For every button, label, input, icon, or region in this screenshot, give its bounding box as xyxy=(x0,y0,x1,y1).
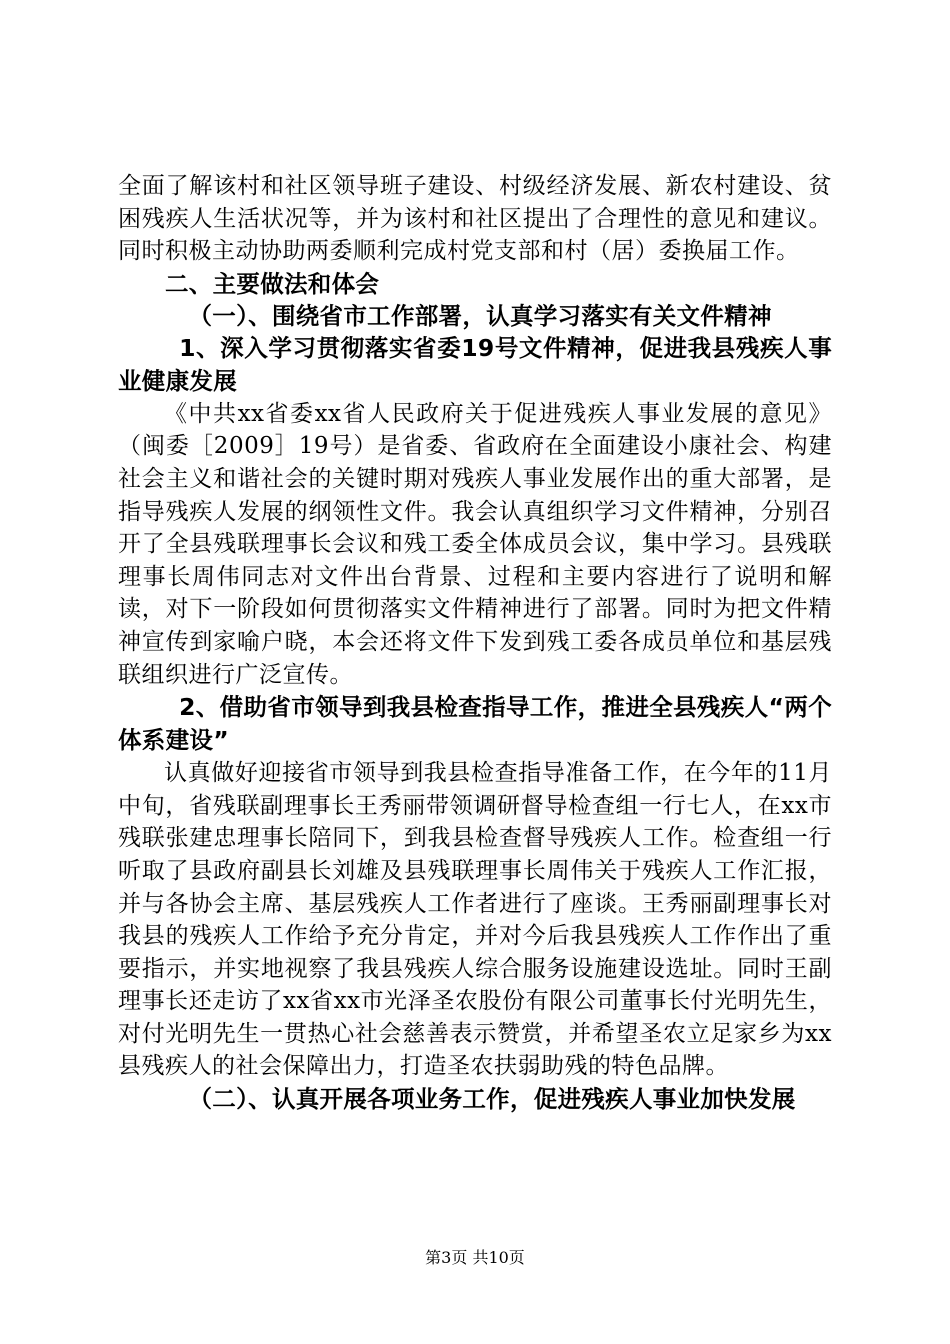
document-body xyxy=(118,170,832,1115)
paragraph-intro: 全面了解该村和社区领导班子建设、村级经济发展、新农村建设、贫困残疾人生活状况等，并为该村和社区提出了合理性的意见和建议。同时积极主动协助两委顺利完成村党支部和村（居）委换届工作。 xyxy=(118,173,832,265)
section-heading-main-practices: 二、主要做法和体会 xyxy=(165,269,380,298)
page-number-footer: 第3页 共10页 xyxy=(425,1248,525,1267)
item-heading-1: 1、深入学习贯彻落实省委19号文件精神，促进我县残疾人事业健康发展 xyxy=(118,333,832,395)
subsection-heading-1: （一）、围绕省市工作部署，认真学习落实有关文件精神 xyxy=(188,301,772,330)
subsection-heading-2: （二）、认真开展各项业务工作，促进残疾人事业加快发展 xyxy=(188,1085,796,1114)
item-heading-2: 2、借助省市领导到我县检查指导工作，推进全县残疾人“两个体系建设” xyxy=(118,693,832,755)
paragraph-document-study: 《中共xx省委xx省人民政府关于促进残疾人事业发展的意见》（闽委［2009］19号）是省委、省政府在全面建设小康社会、构建社会主义和谐社会的关键时期对残疾人事业发展作出的重大部署，是指导残疾人发展的纲领性文件。我会认真组织学习文件精神，分别召开了全县残联理事长会议和残工委全体成员会议，集中学习。县残联理事长周伟同志对文件出台背景、过程和主要内容进行了说明和解读，对下一阶段如何贯彻落实文件精神进行了部署。同时为把文件精神宣传到家喻户晓，本会还将文件下发到残工委各成员单位和基层残联组织进行广泛宣传。 xyxy=(118,400,832,688)
paragraph-inspection: 认真做好迎接省市领导到我县检查指导准备工作，在今年的11月中旬，省残联副理事长王秀丽带领调研督导检查组一行七人，在xx市残联张建忠理事长陪同下，到我县检查督导残疾人工作。检查组一行听取了县政府副县长刘雄及县残联理事长周伟关于残疾人工作汇报，并与各协会主席、基层残疾人工作者进行了座谈。王秀丽副理事长对我县的残疾人工作给予充分肯定，并对今后我县残疾人工作作出了重要指示，并实地视察了我县残疾人综合服务设施建设选址。同时王副理事长还走访了xx省xx市光泽圣农股份有限公司董事长付光明先生，对付光明先生一贯热心社会慈善表示赞赏，并希望圣农立足家乡为xx县残疾人的社会保障出力，打造圣农扶弱助残的特色品牌。 xyxy=(118,760,832,1080)
